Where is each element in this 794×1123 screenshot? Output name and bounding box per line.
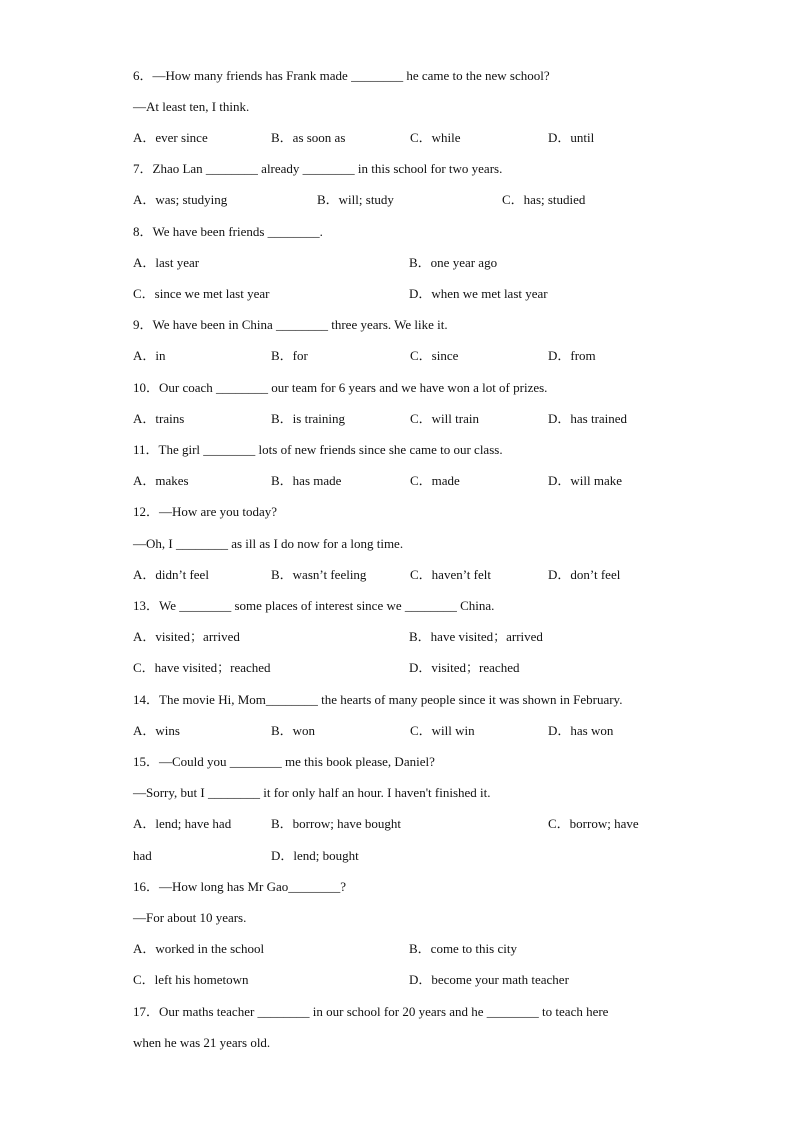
question-11-stem: 11．The girl ________ lots of new friends since she came to our class.	[133, 442, 503, 457]
option-a: A．trains	[133, 411, 185, 426]
option-a: A．lend; have had	[133, 816, 232, 831]
option-a: A．visited；arrived	[133, 629, 240, 644]
option-c-continued: had	[133, 848, 152, 863]
question-6-dialog-reply: —At least ten, I think.	[133, 99, 250, 114]
question-17-stem-continued: when he was 21 years old.	[133, 1035, 271, 1050]
option-d: D．visited；reached	[409, 660, 520, 675]
option-c: C．since	[410, 348, 459, 363]
option-a: A．makes	[133, 473, 189, 488]
option-d: D．become your math teacher	[409, 972, 569, 987]
question-16-stem: 16．—How long has Mr Gao________?	[133, 879, 347, 894]
question-12-stem: 12．—How are you today?	[133, 504, 278, 519]
option-d: D．lend; bought	[271, 848, 359, 863]
question-13-stem: 13．We ________ some places of interest since we ________ China.	[133, 598, 495, 613]
question-15-dialog-reply: —Sorry, but I ________ it for only half an hour. I haven't finished it.	[133, 785, 491, 800]
option-c: C．will train	[410, 411, 479, 426]
option-d: D．from	[548, 348, 596, 363]
option-b: B．is training	[271, 411, 346, 426]
option-d: D．when we met last year	[409, 286, 548, 301]
question-14-options	[133, 721, 693, 741]
question-15-stem: 15．—Could you ________ me this book please, Daniel?	[133, 754, 435, 769]
question-16-options-row1	[133, 939, 693, 959]
option-a: A．in	[133, 348, 166, 363]
question-16-options-row2	[133, 970, 693, 990]
question-16-dialog-reply: —For about 10 years.	[133, 910, 247, 925]
option-d: D．has trained	[548, 411, 628, 426]
question-6-options	[133, 128, 693, 148]
option-b: B．wasn’t feeling	[271, 567, 367, 582]
question-8-options-row1	[133, 253, 693, 273]
option-c: C．haven’t felt	[410, 567, 491, 582]
question-12-options	[133, 565, 693, 585]
question-12-dialog-reply: —Oh, I ________ as ill as I do now for a long time.	[133, 536, 404, 551]
option-d: D．don’t feel	[548, 567, 621, 582]
option-b: B．one year ago	[409, 255, 498, 270]
question-15-options-row2	[133, 846, 693, 866]
question-17-stem: 17．Our maths teacher ________ in our school for 20 years and he ________ to teach here	[133, 1004, 609, 1019]
option-c: C．since we met last year	[133, 286, 270, 301]
option-d: D．has won	[548, 723, 614, 738]
question-11-options	[133, 471, 693, 491]
option-c: C．while	[410, 130, 461, 145]
option-b: B．borrow; have bought	[271, 816, 401, 831]
option-c: C．will win	[410, 723, 475, 738]
option-b: B．have visited；arrived	[409, 629, 543, 644]
question-8-stem: 8．We have been friends ________.	[133, 224, 323, 239]
option-b: B．will; study	[317, 192, 394, 207]
question-10-stem: 10．Our coach ________ our team for 6 years and we have won a lot of prizes.	[133, 380, 548, 395]
question-6-stem: 6．—How many friends has Frank made ________ he came to the new school?	[133, 68, 550, 83]
question-15-options-row1	[133, 814, 693, 834]
option-d: D．until	[548, 130, 595, 145]
option-b: B．as soon as	[271, 130, 346, 145]
question-13-options-row1	[133, 627, 693, 647]
option-a: A．ever since	[133, 130, 208, 145]
option-c: C．has; studied	[502, 192, 586, 207]
option-b: B．for	[271, 348, 308, 363]
question-9-stem: 9．We have been in China ________ three years. We like it.	[133, 317, 448, 332]
option-a: A．wins	[133, 723, 180, 738]
question-10-options	[133, 409, 693, 429]
question-9-options	[133, 346, 693, 366]
option-d: D．will make	[548, 473, 623, 488]
option-c: C．left his hometown	[133, 972, 249, 987]
option-a: A．was; studying	[133, 192, 228, 207]
question-8-options-row2	[133, 284, 693, 304]
question-13-options-row2	[133, 658, 693, 678]
option-a: A．last year	[133, 255, 200, 270]
question-7-stem: 7．Zhao Lan ________ already ________ in this school for two years.	[133, 161, 503, 176]
option-a: A．worked in the school	[133, 941, 265, 956]
question-14-stem: 14．The movie Hi, Mom________ the hearts of many people since it was shown in February.	[133, 692, 623, 707]
option-c: C．made	[410, 473, 460, 488]
option-b: B．has made	[271, 473, 342, 488]
option-c: C．have visited；reached	[133, 660, 271, 675]
option-b: B．won	[271, 723, 316, 738]
option-b: B．come to this city	[409, 941, 517, 956]
question-7-options	[133, 190, 693, 210]
option-a: A．didn’t feel	[133, 567, 209, 582]
option-c: C．borrow; have	[548, 816, 639, 831]
